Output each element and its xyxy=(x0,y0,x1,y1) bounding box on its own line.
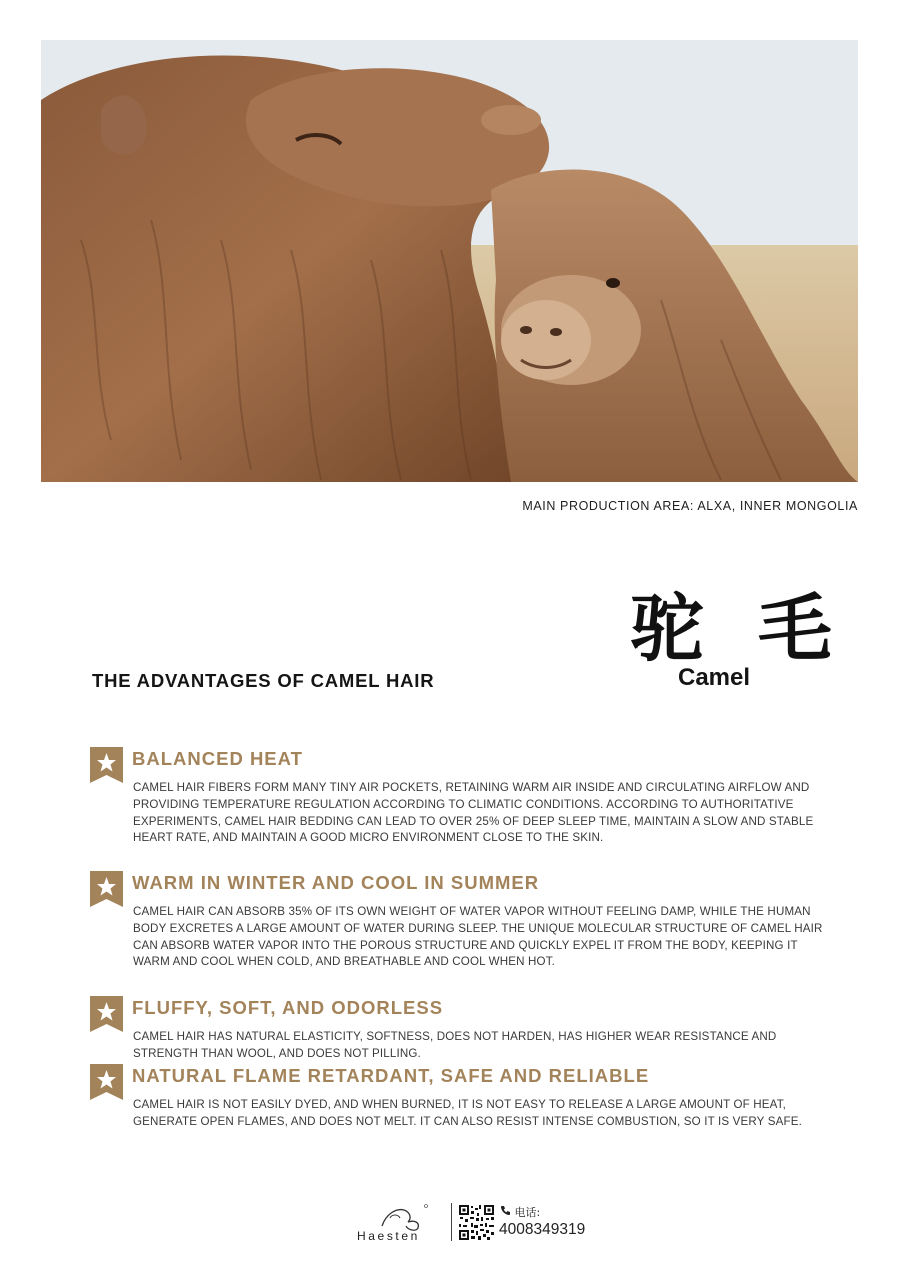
section-title: BALANCED HEAT xyxy=(132,748,303,769)
section-body: CAMEL HAIR HAS NATURAL ELASTICITY, SOFTNESS, DOES NOT HARDEN, HAS HIGHER WEAR RESISTANCE AND STRENGTH THAN WOOL, AND DOES NOT PILLING. xyxy=(133,1030,777,1060)
english-title: Camel xyxy=(678,664,751,691)
advantages-heading: THE ADVANTAGES OF CAMEL HAIR xyxy=(92,670,435,691)
section-body: CAMEL HAIR FIBERS FORM MANY TINY AIR POCKETS, RETAINING WARM AIR INSIDE AND CIRCULATING AIRFLOW AND PROVIDING TEMPERATURE REGULATION ACCORDING TO CLIMATIC CONDITIONS. ACCORDING TO AUTHORITATIVE EXPERIMENTS, CAMEL HAIR BEDDING CAN LEAD TO OVER 25% OF DEEP SLEEP TIME, MAINTAIN A SLOW AND STABLE HEART RATE, AND MAINTAIN A GOOD MICRO ENVIRONMENT CLOSE TO THE SKIN. xyxy=(133,781,814,845)
section-title: WARM IN WINTER AND COOL IN SUMMER xyxy=(132,872,540,893)
chinese-title: 驼 毛 xyxy=(630,586,846,672)
footer-divider xyxy=(451,1203,452,1241)
phone-label xyxy=(500,1204,540,1220)
section-title: FLUFFY, SOFT, AND ODORLESS xyxy=(132,997,444,1018)
hero-caption: MAIN PRODUCTION AREA: ALXA, INNER MONGOLIA xyxy=(522,499,858,513)
star-badge-icon xyxy=(90,871,123,907)
section-body: CAMEL HAIR IS NOT EASILY DYED, AND WHEN BURNED, IT IS NOT EASY TO RELEASE A LARGE AMOUNT OF HEAT, GENERATE OPEN FLAMES, AND DOES NOT MELT. IT CAN ALSO RESIST INTENSE COMBUSTION, SO IT IS VERY SAFE. xyxy=(133,1098,802,1128)
section-body: CAMEL HAIR CAN ABSORB 35% OF ITS OWN WEIGHT OF WATER VAPOR WITHOUT FEELING DAMP, WHILE THE HUMAN BODY EXCRETES A LARGE AMOUNT OF WATER DURING SLEEP. THE UNIQUE MOLECULAR STRUCTURE OF CAMEL HAIR CAN ABSORB WATER VAPOR INTO THE POROUS STRUCTURE AND QUICKLY EXPEL IT FROM THE BODY, KEEPING IT WARM AND COOL WHEN COLD, AND BREATHABLE AND COOL WHEN HOT. xyxy=(133,905,823,969)
brand-name: Haesten xyxy=(357,1229,420,1243)
section-title: NATURAL FLAME RETARDANT, SAFE AND RELIABLE xyxy=(132,1065,650,1086)
qr-code-icon xyxy=(459,1205,494,1240)
star-badge-icon xyxy=(90,996,123,1032)
star-badge-icon xyxy=(90,1064,123,1100)
phone-icon xyxy=(500,1205,511,1216)
camel-photo-illustration xyxy=(41,40,858,482)
hero-photo xyxy=(41,40,858,482)
phone-label-text: 电话: xyxy=(514,1206,541,1219)
star-badge-icon xyxy=(90,747,123,783)
phone-number: 4008349319 xyxy=(499,1221,586,1238)
